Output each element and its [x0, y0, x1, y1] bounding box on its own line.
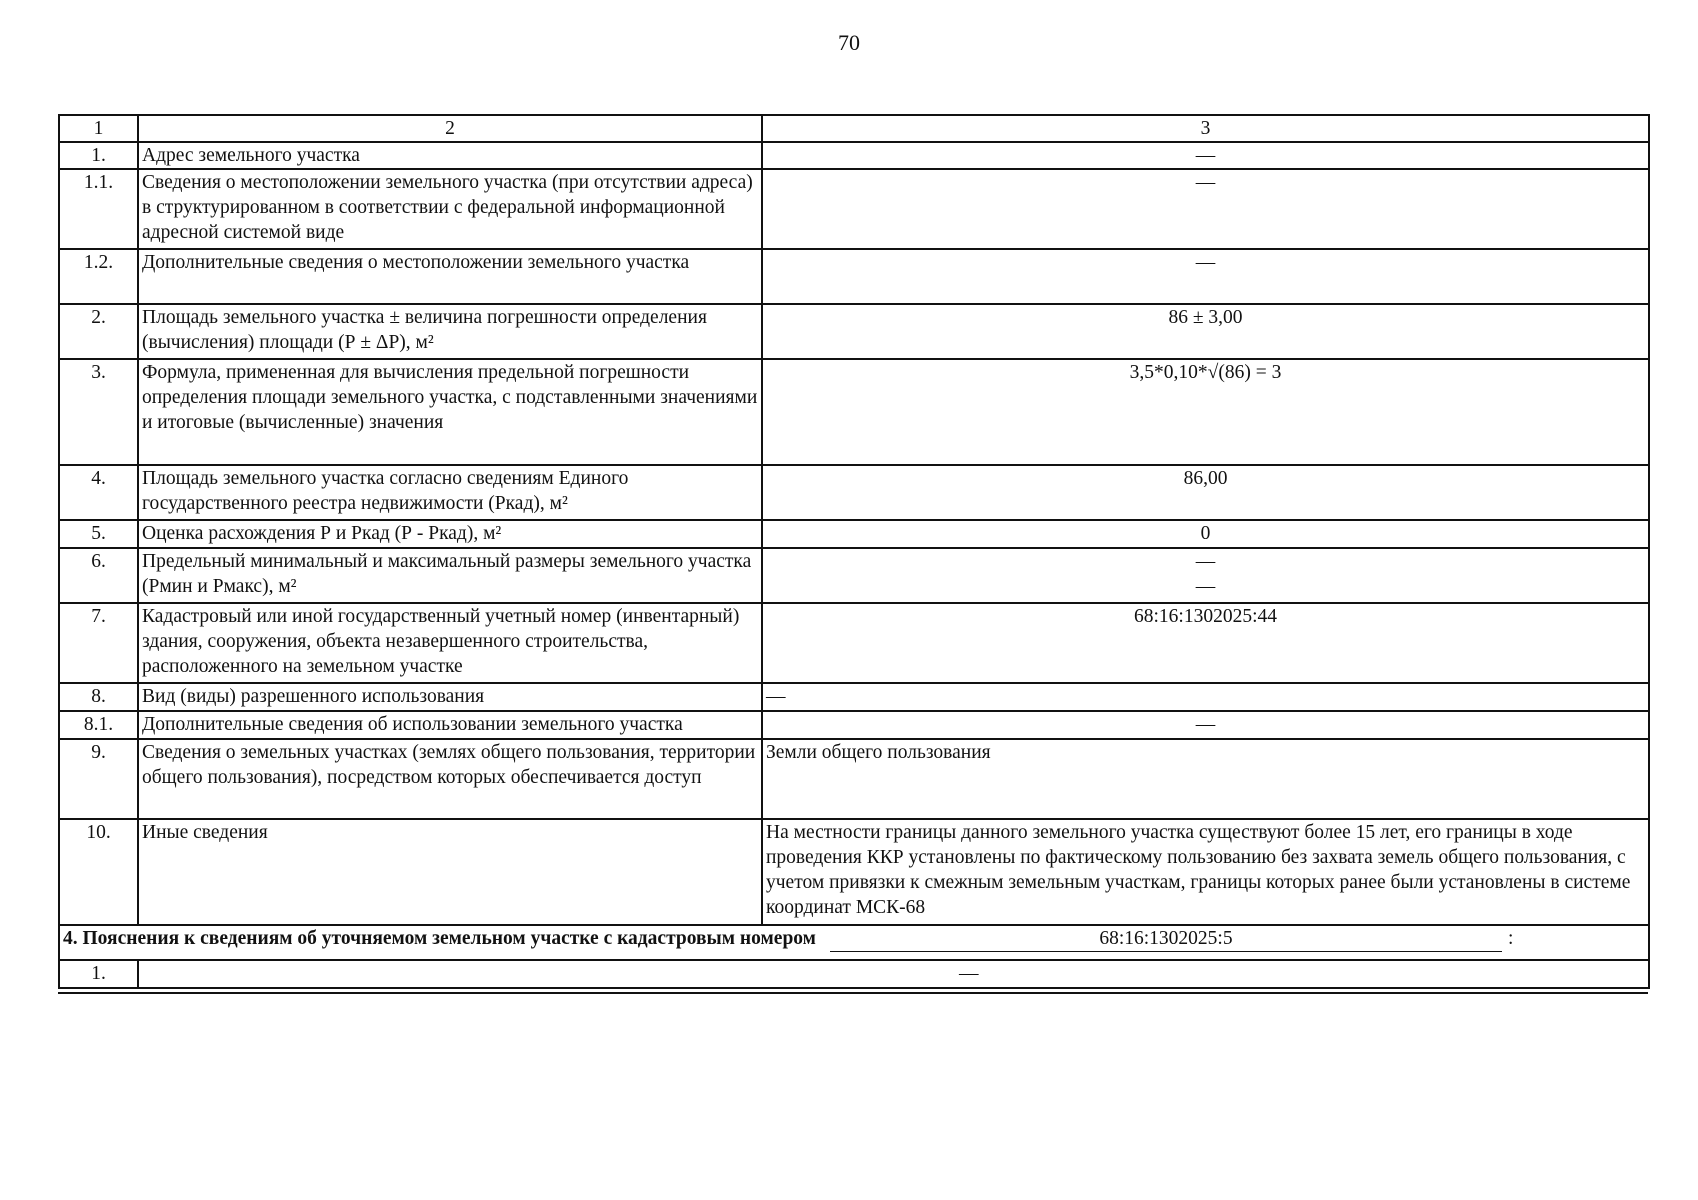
table-row [59, 520, 1649, 548]
table-row [59, 359, 1649, 465]
row-label: Предельный минимальный и максимальный размеры земельного участка (Рмин и Рмакс), м² [138, 548, 762, 603]
row-number: 10. [59, 819, 138, 925]
row-label: Вид (виды) разрешенного использования [138, 683, 762, 711]
header-col-1: 1 [59, 115, 138, 142]
land-plot-info-table [58, 114, 1650, 989]
row-number: 2. [59, 304, 138, 359]
row-value-min-max [762, 548, 1649, 603]
section-4-colon: : [1507, 928, 1514, 949]
table-row [59, 304, 1649, 359]
row-value: 3,5*0,10*√(86) = 3 [762, 359, 1649, 465]
row-number: 9. [59, 739, 138, 819]
row-value: — [138, 960, 1649, 988]
row-number: 8. [59, 683, 138, 711]
row-value: — [762, 683, 1649, 711]
header-col-3: 3 [762, 115, 1649, 142]
row-value: Земли общего пользования [762, 739, 1649, 819]
row-label: Адрес земельного участка [138, 142, 762, 169]
row-value: 86,00 [762, 465, 1649, 520]
table-header-row [59, 115, 1649, 142]
table-row [59, 249, 1649, 304]
section-4-title: 4. Пояснения к сведениям об уточняемом земельном участке с кадастровым номером [63, 928, 816, 949]
row-label: Сведения о земельных участках (землях общего пользования, территории общего пользования), посредством которых обеспечивается доступ [138, 739, 762, 819]
row-value: — [762, 249, 1649, 304]
section-4-heading-row [59, 925, 1649, 960]
row-value: — [762, 142, 1649, 169]
table-row [59, 548, 1649, 603]
row-label: Кадастровый или иной государственный учетный номер (инвентарный) здания, сооружения, объекта незавершенного строительства, расположенного на земельном участке [138, 603, 762, 683]
page-number: 70 [838, 30, 860, 55]
table-row [59, 739, 1649, 819]
row-label: Дополнительные сведения о местоположении земельного участка [138, 249, 762, 304]
row-number: 1.1. [59, 169, 138, 249]
row-number: 1. [59, 142, 138, 169]
row-number: 5. [59, 520, 138, 548]
row-value: — [762, 169, 1649, 249]
table-row [59, 819, 1649, 925]
value-min: — [1195, 551, 1216, 572]
row-number: 4. [59, 465, 138, 520]
table-row [59, 960, 1649, 988]
row-label: Формула, примененная для вычисления предельной погрешности определения площади земельного участка, с подставленными значениями и итоговые (вычисленные) значения [138, 359, 762, 465]
row-number: 6. [59, 548, 138, 603]
table-row [59, 683, 1649, 711]
header-col-2: 2 [138, 115, 762, 142]
row-label: Площадь земельного участка ± величина погрешности определения (вычисления) площади (Р ± ΔР), м² [138, 304, 762, 359]
row-number: 7. [59, 603, 138, 683]
row-label: Оценка расхождения Р и Ркад (Р - Ркад), м² [138, 520, 762, 548]
row-number: 1. [59, 960, 138, 988]
table-row [59, 603, 1649, 683]
row-value: На местности границы данного земельного участка существуют более 15 лет, его границы в ходе проведения ККР установлены по фактическому пользованию без захвата земель общего пользования, с учетом привязки к смежным земельным участкам, границы которых ранее были установлены в системе координат МСК-68 [762, 819, 1649, 925]
row-value: 86 ± 3,00 [762, 304, 1649, 359]
value-max: — [1195, 576, 1216, 597]
table-row [59, 465, 1649, 520]
table-bottom-double-rule [58, 992, 1648, 994]
table-row [59, 169, 1649, 249]
row-value: — [762, 711, 1649, 739]
row-number: 8.1. [59, 711, 138, 739]
row-label: Дополнительные сведения об использовании земельного участка [138, 711, 762, 739]
section-4-cadastral-number: 68:16:1302025:5 [830, 927, 1502, 952]
row-label: Иные сведения [138, 819, 762, 925]
table-row [59, 711, 1649, 739]
section-4-heading [59, 925, 1649, 960]
row-number: 3. [59, 359, 138, 465]
row-value: 68:16:1302025:44 [762, 603, 1649, 683]
row-label: Сведения о местоположении земельного участка (при отсутствии адреса) в структурированном в соответствии с федеральной информационной адресной системой виде [138, 169, 762, 249]
row-value: 0 [762, 520, 1649, 548]
row-number: 1.2. [59, 249, 138, 304]
table-row [59, 142, 1649, 169]
row-label: Площадь земельного участка согласно сведениям Единого государственного реестра недвижимости (Ркад), м² [138, 465, 762, 520]
